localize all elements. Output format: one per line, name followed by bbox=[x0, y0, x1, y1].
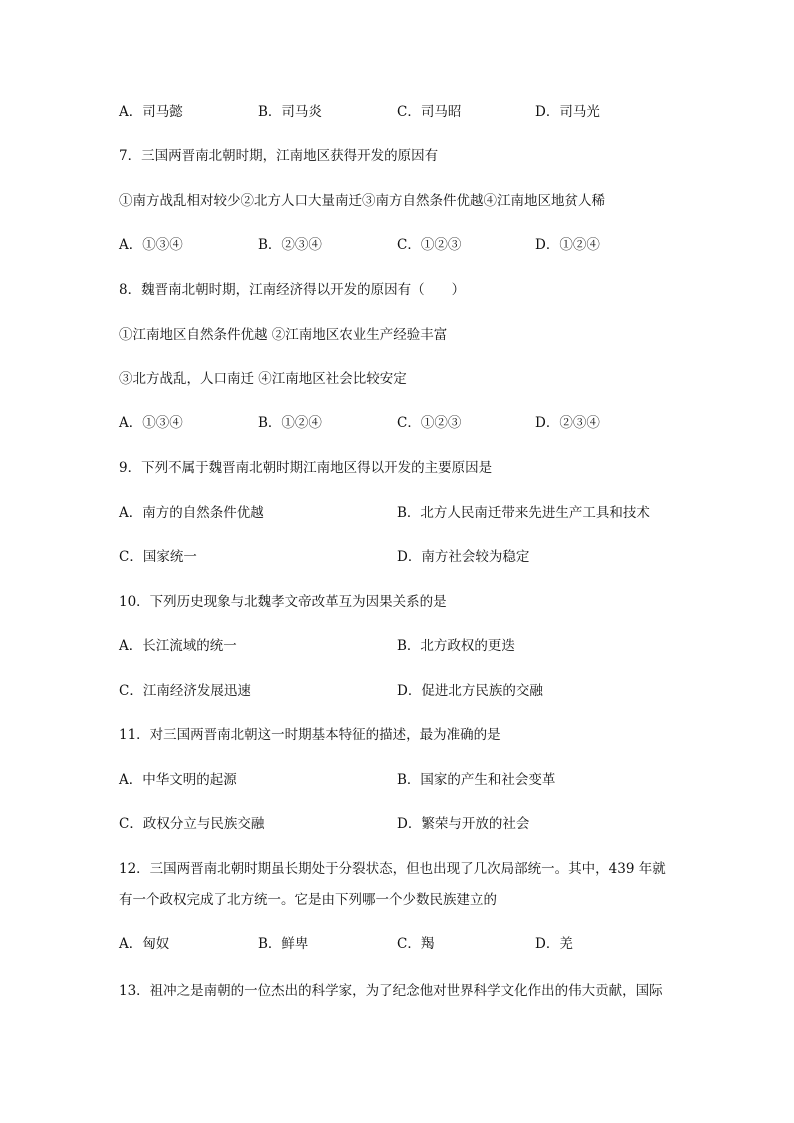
q11-option-c: C．政权分立与民族交融 bbox=[119, 816, 265, 832]
q9-option-c: C．国家统一 bbox=[119, 549, 197, 565]
q8-items-line1: ①江南地区自然条件优越 ②江南地区农业生产经验丰富 bbox=[119, 327, 448, 343]
q13-stem-line1: 13．祖冲之是南朝的一位杰出的科学家，为了纪念他对世界科学文化作出的伟大贡献，国际 bbox=[119, 983, 663, 999]
q10-option-c: C．江南经济发展迅速 bbox=[119, 683, 251, 699]
q6-option-d: D．司马光 bbox=[535, 104, 600, 120]
q8-option-a: A．①③④ bbox=[119, 415, 183, 431]
q6-option-c: C．司马昭 bbox=[397, 104, 462, 120]
q7-items: ①南方战乱相对较少②北方人口大量南迁③南方自然条件优越④江南地区地贫人稀 bbox=[119, 193, 605, 209]
q11-option-b: B．国家的产生和社会变革 bbox=[397, 772, 556, 788]
q11-stem: 11．对三国两晋南北朝这一时期基本特征的描述，最为准确的是 bbox=[119, 727, 501, 743]
q8-stem: 8．魏晋南北朝时期，江南经济得以开发的原因有（ ） bbox=[119, 282, 466, 298]
q7-option-b: B．②③④ bbox=[258, 237, 322, 253]
q8-option-d: D．②③④ bbox=[535, 415, 600, 431]
q10-stem: 10．下列历史现象与北魏孝文帝改革互为因果关系的是 bbox=[119, 594, 447, 610]
q7-option-a: A．①③④ bbox=[119, 237, 183, 253]
q12-stem-line2: 有一个政权完成了北方统一。它是由下列哪一个少数民族建立的 bbox=[119, 892, 497, 908]
q8-option-c: C．①②③ bbox=[397, 415, 462, 431]
q9-option-a: A．南方的自然条件优越 bbox=[119, 505, 264, 521]
q7-option-c: C．①②③ bbox=[397, 237, 462, 253]
q11-option-a: A．中华文明的起源 bbox=[119, 772, 237, 788]
q10-option-b: B．北方政权的更迭 bbox=[397, 638, 515, 654]
q7-stem: 7．三国两晋南北朝时期，江南地区获得开发的原因有 bbox=[119, 148, 439, 164]
q12-option-d: D．羌 bbox=[535, 936, 573, 952]
q9-option-d: D．南方社会较为稳定 bbox=[397, 549, 530, 565]
q8-items-line2: ③北方战乱，人口南迁 ④江南地区社会比较安定 bbox=[119, 371, 407, 387]
q9-option-b: B．北方人民南迁带来先进生产工具和技术 bbox=[397, 505, 650, 521]
q12-option-a: A．匈奴 bbox=[119, 936, 170, 952]
q11-option-d: D．繁荣与开放的社会 bbox=[397, 816, 530, 832]
q10-option-d: D．促进北方民族的交融 bbox=[397, 683, 543, 699]
q9-stem: 9．下列不属于魏晋南北朝时期江南地区得以开发的主要原因是 bbox=[119, 460, 493, 476]
q10-option-a: A．长江流域的统一 bbox=[119, 638, 237, 654]
q12-option-b: B．鲜卑 bbox=[258, 936, 309, 952]
q12-option-c: C．羯 bbox=[397, 936, 435, 952]
q12-stem-line1: 12．三国两晋南北朝时期虽长期处于分裂状态，但也出现了几次局部统一。其中，439 年就 bbox=[119, 861, 666, 877]
q7-option-d: D．①②④ bbox=[535, 237, 600, 253]
q8-option-b: B．①②④ bbox=[258, 415, 322, 431]
q6-option-a: A．司马懿 bbox=[119, 104, 183, 120]
q6-option-b: B．司马炎 bbox=[258, 104, 322, 120]
